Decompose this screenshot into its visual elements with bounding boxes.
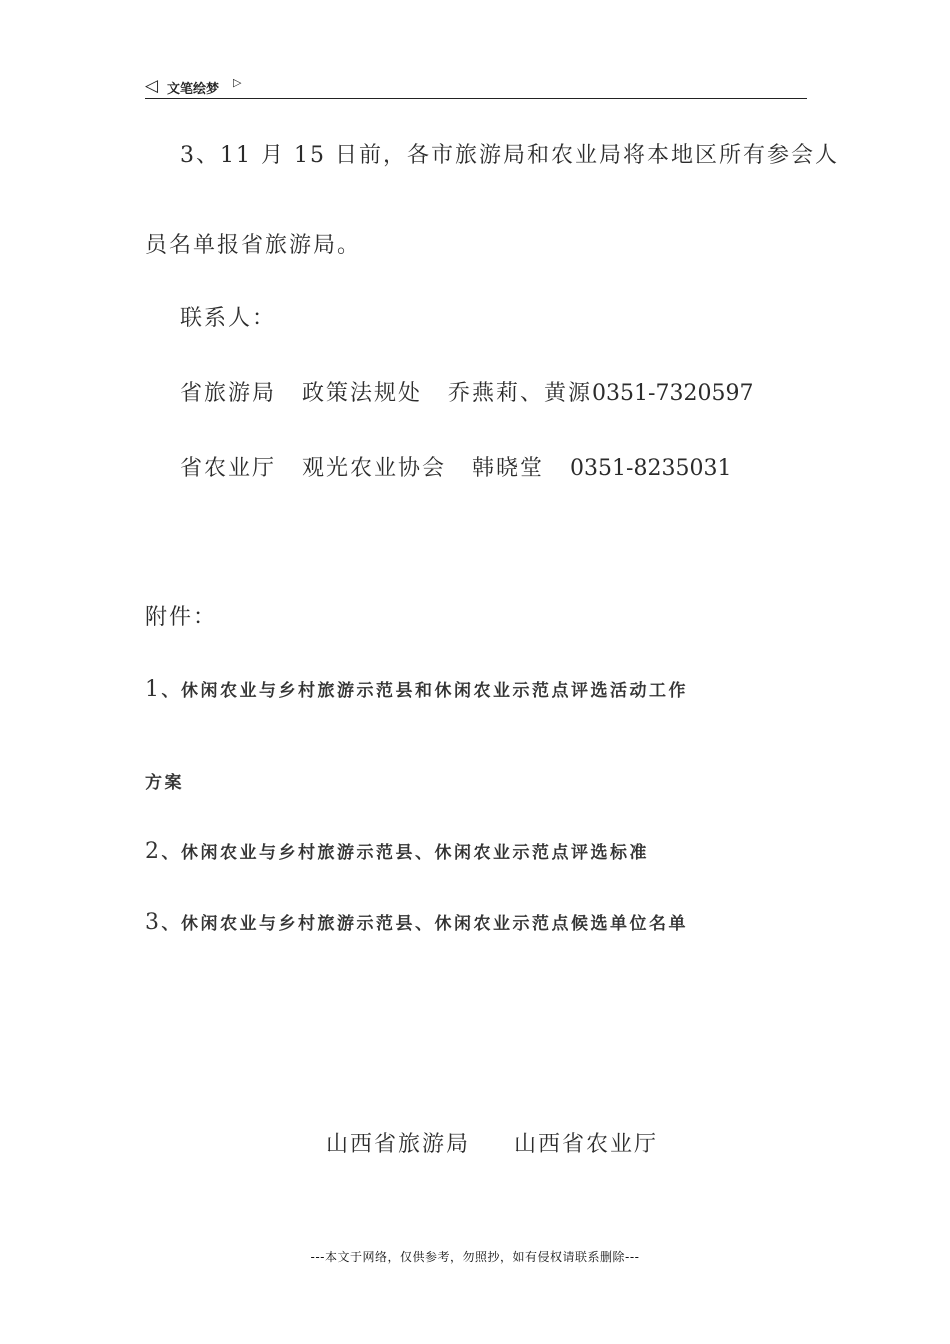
signature-org-1: 山西省旅游局 [326,1132,471,1157]
header-brand: 文笔绘梦 [167,82,220,97]
page-header [145,74,807,99]
contact-dept: 省农业厅 [180,456,277,481]
contact-names: 乔燕莉、黄源 [448,381,593,406]
contact-label: 联系人： [180,306,277,331]
attachment-number: 2 [145,839,162,864]
triangle-right-icon: ▷ [233,76,242,89]
attachment-item-2 [145,838,649,864]
signature [326,1127,658,1158]
attachment-text: 、休闲农业与乡村旅游示范县、休闲农业示范点候选单位名单 [161,914,688,934]
contact-phone: 0351-7320597 [592,381,754,406]
attachment-item-1 [145,676,688,702]
triangle-left-icon: ◁ [145,76,159,96]
attachment-number: 3 [145,910,162,935]
contact-row-1 [180,376,753,407]
contact-office: 观光农业协会 [302,456,447,481]
contact-phone: 0351-8235031 [570,456,732,481]
contact-row-2 [180,451,731,482]
item3-line1: 3、11 月 15 日前，各市旅游局和农业局将本地区所有参会人 [180,143,839,168]
attachment-item-3 [145,909,688,935]
attachment-text: 、休闲农业与乡村旅游示范县、休闲农业示范点评选标准 [161,843,649,863]
attachment-item-1-cont: 方案 [145,773,184,793]
signature-org-2: 山西省农业厅 [514,1132,659,1157]
footer-disclaimer: ---本文于网络，仅供参考，勿照抄，如有侵权请联系删除--- [310,1250,640,1264]
contact-dept: 省旅游局 [180,381,277,406]
item3-line2: 员名单报省旅游局。 [145,233,362,258]
contact-office: 政策法规处 [302,381,423,406]
attachments-label: 附件： [145,605,218,630]
attachment-number: 1 [145,677,162,702]
attachment-text: 、休闲农业与乡村旅游示范县和休闲农业示范点评选活动工作 [161,681,688,701]
contact-names: 韩晓堂 [472,456,545,481]
